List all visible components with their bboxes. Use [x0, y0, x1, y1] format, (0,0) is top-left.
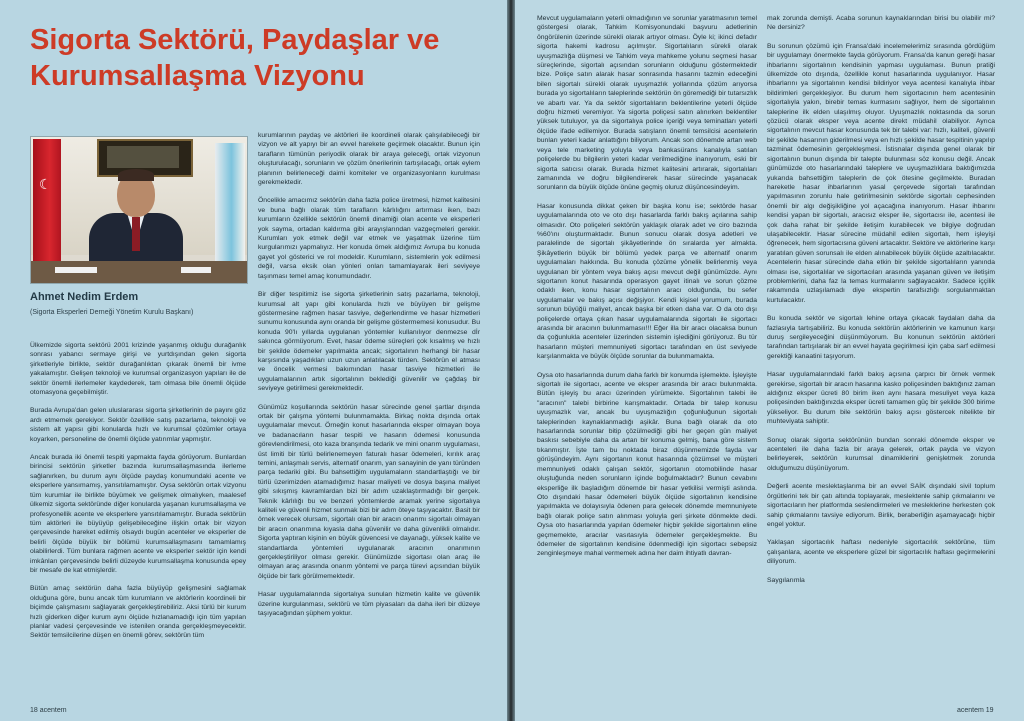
left-page: [0, 0, 507, 721]
paragraph: Sonuç olarak sigorta sektörünün bundan sonraki dönemde eksper ve acenteleri ile daha fazla bir araya gelerek, ortak payda ve vizyon belirleyerek, sektörün kurumsal dinamiklerini genişletmek zorunda olduğumuzu düşünüyorum.: [767, 436, 995, 472]
paragraph: Günümüz koşullarında sektörün hasar sürecinde genel şartlar dışında ortak bir çalışma yöntemi bulunmamakta. Birkaç nokta dışında ortak uygulamalar mevcut. Örneğin konut hasarlarında eksper olmayan boya ve badanacıların hasar tespiti ve hasarın ödemesi konusunda görevlendirilmesi, oto kaza branşında tedarik ve mini onarım uygulaması, üst limiti bir türlü belirlenemeyen faturalı hasar ödemeleri, kırılık araç temini, anlaşmalı servis, alternatif onarım, yan sanayinin de yanı türünden parça tedariki gibi. Bu bahsettiğim uygulamaların standartlaştığı ve bir türlü üzerimizden atamadığımız hasar maliyeti ve dosya başına maliyet gibi sıkışmış kavramlardan bizi bir adım uzaklaştırmadığı bir gerçek. Teknik kârlılığı bu ve benzeri yöntemlerde aramak yerine sigortalıya kaliteli ve güvenli hizmet sunmak bizi bir adım öteye taşıyacaktır. Basit bir örnek verecek olursam, sigortalı olan bir aracın onarımı sigortalı olmayan bir aracın onarımına kıyasla daha güvenilir ve daha güvenlikli olmalıdır. Sigorta yaptıran kişinin en büyük güvencesi ve dayanağı, yüksek kalite ve standartlarda yöntemleri uygulanarak aracının onarımının gerçekleştiriliyor olması gerekir. Günümüzde sigortası olan araç ile olmayan araç arasında onarım yöntemi ve parça türevi açısından büyük ölçüde bir fark görülmemektedir.: [258, 403, 480, 580]
paragraph: Ülkemizde sigorta sektörü 2001 krizinde yaşanmış olduğu durağanlık sonrası yabancı sermaye girişi ve yurtdışından gelen sigorta şirketleriyle birlikte, sektör durağanlıktan çıkarak önemli bir ivme yakalamıştır. Gelişen teknoloji ve kurumsal organizasyon yapıları ile de sektör önemli ilerlemeler kaydederek, tam olmasa bile önemli ölçüde otomasyona geçebilmiştir.: [30, 342, 246, 397]
signature-line: Saygılarımla: [767, 576, 805, 584]
paragraph: Hasar uygulamalarında sigortalıya sunulan hizmetin kalite ve güvenlik üzerine kurgulanması, sektörü ve tüm piyasaları da daha ileri bir düzeye taşıyacağından şüphem yoktur.: [258, 591, 480, 618]
author-role: (Sigorta Eksperleri Derneği Yönetim Kurulu Başkanı): [30, 309, 194, 316]
paragraph: Oysa oto hasarlarında durum daha farklı bir konumda işlemekte. İşleyişte sigortalı ile sigortacı, acente ve eksper arasında bir aracı bulunmakta. Bütün işleyiş bu aracı üzerinden yürümekte. Sigortalının talebi ile "aracının" talebi birbirine karışmaktadır. Ortada bir talep konusu uyuşmazlık var, ancak bu uyuşmazlığın çoğunluğunun sigortalı taleplerinden kaynaklanmadığı aşikâr. Buna bağlı olarak da oto hasarlarında sorunlar bitip çözülmediği gibi her geçen gün maliyet baskısı sebebiyle daha da artan bir konuma gelmiş, bana göre sistem tıkanmıştır. İşte tam bu noktada biraz düşünmemizde fayda var görüşündeyim. Aynı sigortanın konut hasarında çözümsel ve müşteri memnuniyeti odaklı çalışan sektör, sigortanın otomobilinde hasar oluştuğunda neden sorunların içinde boğulmaktadır? Bunun cevabını eksperliğe ilk başladığım dönemde bir hasar yetkilisi vermişti aslında. Oto dışındaki hasar ödemeleri büyük ölçüde sigortalının kendisine yapılmakta ve dolayısıyla ödenen para gelecek dönemde memnuniyete bağlı olarak poliçe satın alınması yoluyla geri şirkete dönmekte dedi. Oysa oto hasarlarında yapılan ödemeler hiçbir şekilde sigortalının eline geçmemekte, aracılar vasıtasıyla ödemeler gerçekleşmekte. Bu ödemeler de sigortalının kendisine ödenmediği için sigortacı sebepsiz zenginleşmeye mahal vermemek adına her daim ihtiyatlı davran-: [537, 371, 757, 558]
author-photo: [30, 136, 248, 284]
paragraph: Öncelikle amacımız sektörün daha fazla police üretmesi, hizmet kalitesini ve buna bağlı olarak tüm tarafların kârlılığını artırması iken, bazı kurumların özellikle sektörün önemli dinamiği olan acente ve eksperleri yok sayma, ortadan kaldırma gibi arayışlarından vazgeçmeleri gerekir. Kurumları yok etmek değil var etmek ve yaşatmak üzerine tüm kurgularımızı yapmalıyız. Her konuda örnek aldığımız Avrupa bu konuda gayet yol gösterici ve rol modeldir. Kurumların, sistemlerin yok edilmesi değil, varsa eksik olan yönleri onları tamamlayarak ileri seviyeye taşınması temel amaç konumundadır.: [258, 197, 480, 280]
spine-gutter: [507, 0, 515, 721]
paragraph: Ancak burada iki önemli tespiti yapmakta fayda görüyorum. Bunlardan birincisi sektörün şirketler bazında kurumsallaşmasında ilerleme sağlanırken, bu durum aynı ölçüde paydaş konumundaki acente ve eksperlere yansımamış, yansıtılamamıştır. Oysa sektörün ortak vizyonu tüm kurumlar ile birlikte büyümek ve gelişmek olmalıyken, maalesef ülkemiz sigorta sektöründe diğer konularda yaşanan kurumsallaşma ve profesyonellik acente ve eksperlere yansıtılamamıştır. Burada sektörün tüm aktörleri ile büyüyüp gelişebileceğine ilişkin ortak bir vizyon çerçevesinde hareket edilmiş olsaydı bugün acenteler ve eksperler de belirli ölçüde büyük bir bölümü kurumsallaşmasını tamamlamış olabilirlerdi. Tüm bunlara rağmen acente ve eksperler sektör için kendi imkânları çerçevesinde belirli düzeyde kurumsallaşma konusunda epey bir mesafe de kat etmişlerdir.: [30, 454, 246, 574]
turkish-flag: [33, 139, 61, 261]
paragraph: Bu konuda sektör ve sigortalı lehine ortaya çıkacak faydaları daha da fazlasıyla tartışabiliriz. Bu konuda sektörün aktörlerinin ve kamunun karşı duruş sergileyeceğini düşünmüyorum. Bu konunun sektörün aktörleri tarafından tartışılarak bir an evvel hayata geçirilmesi için çaba sarf edilmesi gerektiği kanaatini taşıyorum.: [767, 315, 995, 360]
paragraph: Mevcut uygulamaların yeterli olmadığının ve sorunlar yaratmasının temel göstergesi olarak, Tahkim Komisyonundaki başvuru adetlerinin öngörülenin üzerinde sürekli olarak artıyor olması. Öyle ki; ikinci defadır sigorta hakemi kadrosu açılmıştır. Sigortalıların sürekli olarak uyuşmazlığa düşmesi ve Tahkim veya mahkeme yolunu seçmesi hasar süreçlerinde, sigortalı açısından sorunların olduğunu göstermektedir bize. Poliçe satın alarak hasar sonrasında hasarını tazmin edeceğini bilen sigortalı sürekli olarak uyuşmazlık yollarında çözüm arıyorsa burada yo sigortalıların taleplerinde sektörün ön göremediği bir tutarsızlık ve abartı var. Ya da sektör sigortalıların beklentilerine yeterli ölçüde doğru hizmeti veremiyor. Ya sigorta poliçesi satın alınırken beklentiler yüksek tutuluyor, ya da sigortalıya police içeriği veya teminatları yeterli ölçüde ifade edilemiyor. Burada satışların önemli temsilcisi acentelerin bunları yeteri kadar anlattığını biliyorum. Ancak son dönemde artan web veya tele marketing yoluyla veya bankasürans kanalıyla satılan poliçelerde bu bilgilerin yeteri kadar verilmediğine inanıyorum, eski bir sigorta satıcısı olarak. Burada hizmet kalitesini artırarak, sigortalıları zamanında ve doğru bilgilendirerek hasar sürecinde yaşanacak sorunların da büyük ölçüde önüne geçmiş oluruz düşüncesindeyim.: [537, 15, 757, 192]
article-title: Sigorta Sektörü, Paydaşlar ve Kurumsallaşma Vizyonu: [30, 24, 440, 92]
paragraph: Yaklaşan sigortacılık haftası nedeniyle sigortacılık sektörüne, tüm çalışanlara, acente ve eksperlere güzel bir sigortacılık haftası geçirmelerini diliyorum.: [767, 539, 995, 566]
organization-flag: [215, 143, 245, 261]
paragraph: mak zorunda demişti. Acaba sorunun kaynaklarından birisi bu olabilir mi? Ne dersiniz?: [767, 15, 995, 32]
paragraph: Hasar uygulamalarındaki farklı bakış açısına çarpıcı bir örnek vermek gerekirse, sigortalı bir aracın hasarına kasko poliçesinden baktığınız zaman aldığınız eksper ücreti 80 birim iken aynı hasara mesuliyet veya kaza poliçesinden baktığınızda eksper ücreti tamamen güç bir şekilde 300 birime yükseliyor. Bu durum bile sektörün bakış açısı göstercek nitelikte bir muhteviyata sahiptir.: [767, 371, 995, 426]
paragraph: Bir diğer tespitimiz ise sigorta şirketlerinin satış pazarlama, teknoloji, kurumsal alt yapı gibi konularda hızlı ve büyüyen bir gelişme göstermesine rağmen hasar tasviye, değerlendirme ve hasar hizmetleri sunumu konusunda aynı oranda bir gelişme göstermemesi konusudur. Bu konuda 90'lı yıllarda uygulanan yöntemler kullanılıyor denmezse dİr sakınca görmüyorum. Evet, hasar ödeme süreçleri çok kısalmış ve hızlı bir şekilde ödemeler yapılmakta ancak; sigortalının herhangi bir hasar karşısında yaşadıkları uzun uzun anlatılacak türden. Sektörün el atması ve öncelik vermesi bakımından hasar tasviye hizmetleri ile uygulamalarının artık sigortalının beklediği güvenilir ve çağdaş bir seviyeye getirilmesi gerekmektedir.: [258, 291, 480, 393]
page-number: acentem 19: [957, 707, 994, 714]
right-column-1: [537, 14, 757, 702]
paragraph: Burada Avrupa'dan gelen uluslararası sigorta şirketlerinin de payını göz ardı etmemek gerekiyor. Sektör özellikle satış pazarlama, teknoloji ve sistem alt yapısı gibi konularda hızlı ve kurumsal çözümler ortaya koyarken, personeline de önemli ölçüde yatırımlar yapmıştır.: [30, 407, 246, 443]
paragraph: kurumlarının paydaş ve aktörleri ile koordineli olarak çalışılabileceği bir vizyon ve alt yapıyı bir an evvel harekete geçirmek olacaktır. Bunun için tarafların tümünün periyodik olarak bir araya geleceği, ortak vizyonun oluşturulacağı, sorunların ve çözüm önerilerinin tartışılacağı, ortak eylem planının belirleneceği daimi komiteler ve organizasyonların kurulması gerekmektedir.: [258, 132, 480, 187]
paragraph: Değerli acente meslektaşlarıma bir an evvel SAİK dışındaki sivil toplum örgütlerini tek bir çatı altında toplayarak, meslektenle sahip çıkmalarını ve sigortacıların her platformda seslendirmeleri ve mesleklerine herkesten çok sahip çıkmalarını tavsiye ediyorum. Birlik, beraberliğin aşamayacağı hiçbir engel yoktur.: [767, 483, 995, 528]
author-name: Ahmet Nedim Erdem: [30, 291, 139, 303]
paragraph: Bu sorunun çözümü için Fransa'daki incelemelerimiz sırasında gördüğüm bir uygulamayı önermekte fayda görüyorum. Fransa'da kanun gereği hasar ihbarlarını sigortalının kendisinin yapması uygulaması. Bunun pratiği ülkemizde oto dışında, özellikle konut hasarlarında uygulanıyor. Hasar ihbarlarını ya sigortalının kendisi bildiriyor veya acentesi kanalıyla ihbar bildirimleri gerçekleşiyor. Bu durum hem sigortacının hem acentesinin sigortalıyla yakın, birebir temas kurmasını sağlıyor, hem de sigortalının taleplerine ilk elden ulaşılmış oluyor. Uyuşmazlık noktasında da sorun çözücü olarak eksper veya acente direkt müdahil olabiliyor. Ayrıca sigortalının mevcut hasar konusunda tek bir talebi var: hızlı, kaliteli, güvenli bir şekilde hasarının giderilmesi veya en hızlı şekilde hasar tespitinin yapılıp tazminat ödemesinin gerçekleşmesi. İstisnalar dışında genel olarak bir sigortalının bunun dışında bir talepte bulunması söz konusu değil. Ancak günümüzde oto hasarlarındaki taleplere ve uyuşmazlıklara baktığımızda yukarıda bahsettiğim taleplerin de çok ötesine geçilmekte. Buradan hareketle hasar ihbarlarının yasal çerçevede sigortalı tarafından yapılmasının zorunlu hale getirilmesinin sektörde sigortalı cephesinden önemli bir algı değişikliğine yol açacağına inanıyorum. Hasar ihbarını kendisi yapan bir sigortalı, aracısız eksper ile, sigortacısı ile, acentesi ile çok daha rahat bir şekilde iletişim kurabilecek ve bilgiye doğrudan ulaşabilecektir. Hasar sürecine müdahil edilen sigortalı, hem işleyişi öğrenecek, hem sigortacısına güveni artacaktır. Sektöre ve aktörlerine karşı yaratılan güven sorunsalı ile elden alınabilecek büyük ölçüde azaltılacaktır. Acentelerin hasar sürecinde daha etkin bir şekilde sigortalıların yanında olması ise, sigortalılar ve sigortacıları arasında yaşanan güven ve iletişim problemlerini, daha faz la temas kurmalarını sağlayacaktır. Sadece iççilik rakamında uzlaşılamadı diye ekspertin tarafsızlığı sorgulanmaktan kurtulacaktır.: [767, 42, 995, 304]
right-page: [515, 0, 1024, 721]
paragraph: Hasar konusunda dikkat çeken bir başka konu ise; sektörde hasar uygulamalarında oto ve oto dışı hasarlarda farklı bakış açılarına sahip olmasıdır. Oto poliçeleri sektörün yaklaşık olarak adet ve ciro bazında %60'ını oluşturmaktadır. Bunun sonucu olarak dosya adetleri ve paralelinde de sigortalı şikâyetlerinde ön sıralarda yer almakta. Şikâyetlerin büyük bir bölümü yedek parça ve alternatif onarım uygulamaları hakkında. Bu konuda çözüme yönelik belirlenmiş veya uygulanan bir yöntem veya bakış açısı mevcut değil günümüzde. Aynı sigortanın konut hasarında operasyon gayet itinalı ve sorun çözme odaklı iken, konu hasar sigortalının aracı olduğunda, bu sefer uygulamalar ve bakış açısı değişiyor. Kendi kişisel yorumum, burada sorunun büyüğü maliyet, ancak başka bir etken daha var. O da oto dışı poliçelerde ortaya çıkan hasar uygulamalarında sigortalı ile sigortacı arasında bir aracının bulunmamasıı!!! Eğer illa bir aracı olacaksa bunun da çoğunlukla acenteler üzerinden sistemin işlediğini görüyoruz. Bu tür hasarların müşteri memnuniyeti sigortacı tarafından en üst seviyede karşılanmakta ve büyük ölçüde sorunlar da bulunmamakta.: [537, 202, 757, 361]
page-number: 18 acentem: [30, 707, 67, 714]
paragraph: Bütün amaç sektörün daha fazla büyüyüp gelişmesini sağlamak olduğuna göre, bunu ancak tüm kurumların ve aktörlerin koordineli bir biçimde çalışmasını sağlayarak gerçekleştirebiliriz. Aksi türlü bir kurum hızlı giderken diğer kurum aynı ölçüde hızlanamadığı için tüm yapılan planlar vadesi çerçevesinde ve istenilen oranda gerçekleşmeyecektir. Sektör temsilcilerine düşen en önemli görev, sektörün tüm: [30, 585, 246, 640]
right-column-2: [767, 14, 995, 702]
left-column-2: [258, 131, 480, 703]
left-column-1: [30, 341, 246, 701]
